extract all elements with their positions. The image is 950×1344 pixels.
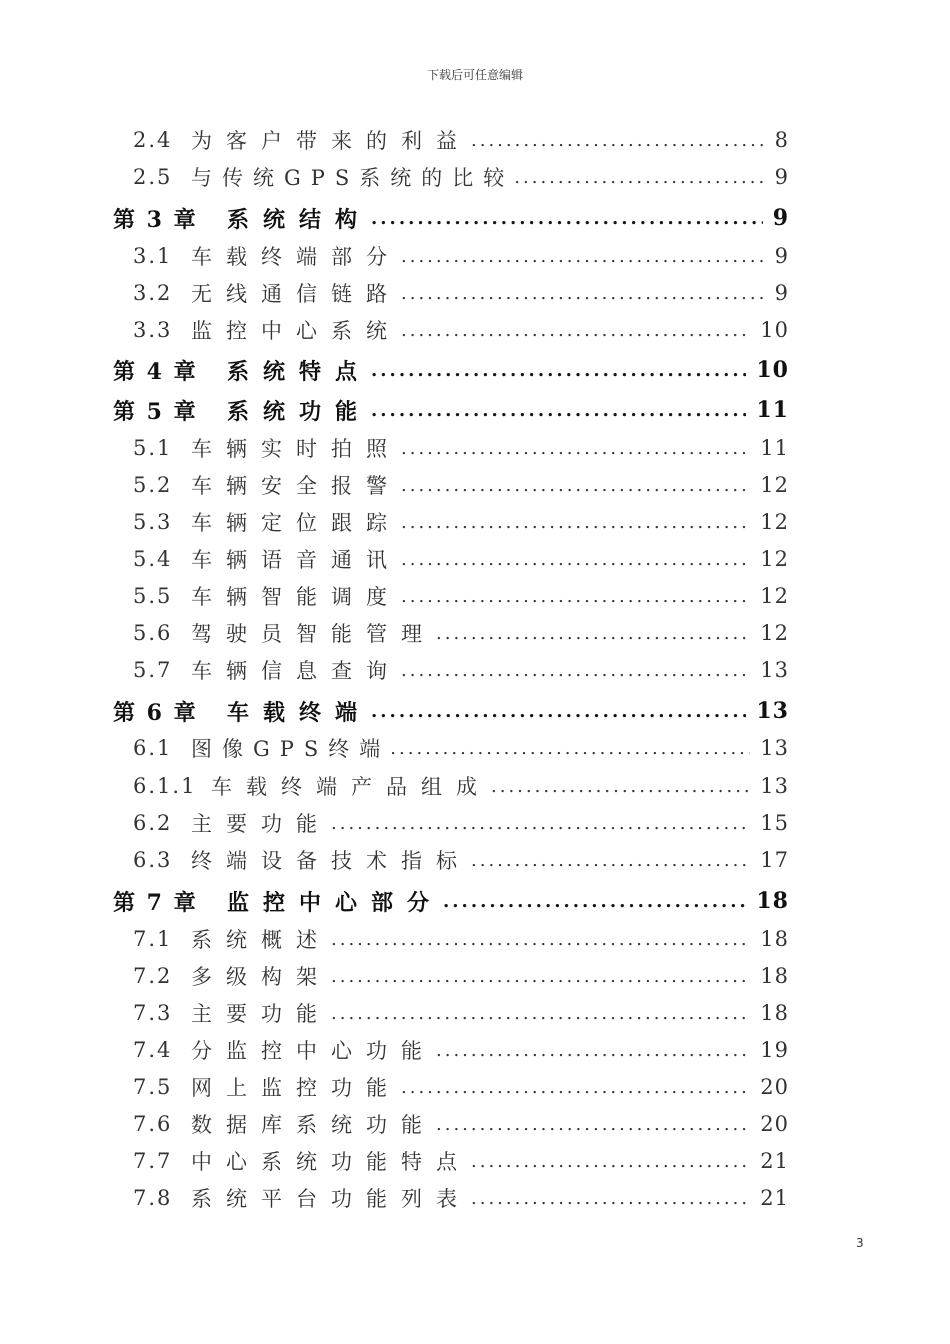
toc-entry-number: 5.4 [133,547,173,571]
table-of-contents [0,122,950,1222]
toc-leader-dots [390,738,750,759]
toc-leader-dots [443,891,746,912]
toc-entry[interactable] [133,312,789,348]
toc-chapter-page: 13 [756,698,789,724]
toc-entry-page: 20 [760,1112,789,1136]
toc-entry[interactable] [133,652,789,688]
toc-entry-number: 3.1 [133,244,173,268]
toc-entry-number: 5.7 [133,658,173,682]
toc-entry-title: 系统平台功能列表 [191,1187,471,1211]
toc-chapter-page: 11 [756,397,789,423]
toc-entry-page: 13 [760,658,789,682]
toc-entry-number: 7.1 [133,927,173,951]
toc-entry-title: 车辆语音通讯 [191,548,401,572]
toc-entry-number: 5.3 [133,510,173,534]
toc-leader-dots [401,283,765,304]
toc-entry-title: 分监控中心功能 [191,1039,436,1063]
toc-entry[interactable] [133,921,789,957]
toc-entry-page: 8 [774,128,789,152]
toc-leader-dots [331,966,750,987]
toc-entry-title: 与传统GPS系统的比较 [191,166,515,190]
toc-entry[interactable] [133,805,789,841]
toc-entry-number: 2.5 [133,165,173,189]
toc-entry-number: 7.7 [133,1149,173,1173]
toc-leader-dots [401,586,750,607]
toc-entry-number: 5.5 [133,584,173,608]
toc-entry-page: 15 [760,811,789,835]
toc-leader-dots [401,320,750,341]
toc-entry[interactable] [133,430,789,466]
toc-entry-page: 12 [760,473,789,497]
toc-chapter[interactable] [113,693,789,729]
toc-entry-number: 7.3 [133,1001,173,1025]
toc-entry-title: 为客户带来的利益 [191,129,471,153]
toc-entry-page: 12 [760,621,789,645]
toc-entry-title: 驾驶员智能管理 [191,622,436,646]
toc-entry-page: 19 [760,1038,789,1062]
toc-chapter-number: 第 5 章 [113,398,198,425]
toc-entry[interactable] [133,122,789,158]
toc-entry-number: 7.4 [133,1038,173,1062]
toc-entry[interactable] [133,995,789,1031]
toc-leader-dots [471,850,750,871]
toc-leader-dots [436,623,750,644]
toc-entry-title: 车辆智能调度 [191,585,401,609]
toc-entry-number: 7.8 [133,1186,173,1210]
toc-entry-page: 18 [760,1001,789,1025]
toc-entry-page: 18 [760,927,789,951]
toc-entry-page: 9 [774,165,789,189]
toc-entry-number: 7.2 [133,964,173,988]
toc-leader-dots [471,1188,750,1209]
toc-entry-page: 9 [774,281,789,305]
toc-entry[interactable] [133,958,789,994]
toc-entry-number: 3.2 [133,281,173,305]
toc-entry-page: 11 [760,436,789,460]
toc-entry[interactable] [133,578,789,614]
toc-entry-title: 数据库系统功能 [191,1113,436,1137]
toc-entry-title: 网上监控功能 [191,1076,401,1100]
toc-leader-dots [436,1040,750,1061]
toc-entry[interactable] [133,238,789,274]
toc-entry-title: 车载终端部分 [191,245,401,269]
toc-entry-page: 12 [760,510,789,534]
toc-entry-page: 10 [760,318,789,342]
toc-leader-dots [371,360,746,381]
toc-leader-dots [471,1151,750,1172]
toc-chapter-number: 第 7 章 [113,889,198,916]
toc-chapter-number: 第 3 章 [113,206,198,233]
toc-entry-title: 主要功能 [191,1002,331,1026]
toc-leader-dots [331,813,750,834]
toc-entry[interactable] [133,1032,789,1068]
toc-entry-page: 13 [760,774,789,798]
toc-entry-number: 3.3 [133,318,173,342]
toc-entry-number: 5.1 [133,436,173,460]
toc-leader-dots [331,929,750,950]
toc-chapter-title: 车载终端 [227,699,372,726]
toc-entry-page: 13 [760,736,789,760]
toc-entry[interactable] [133,768,789,804]
toc-leader-dots [401,512,750,533]
toc-entry-number: 7.6 [133,1112,173,1136]
toc-chapter[interactable] [113,883,789,919]
toc-entry-number: 6.3 [133,848,173,872]
toc-leader-dots [401,246,765,267]
toc-entry[interactable] [133,730,789,766]
toc-chapter-title: 系统特点 [227,358,372,385]
toc-chapter-title: 系统功能 [227,398,372,425]
toc-chapter-title: 监控中心部分 [227,889,444,916]
toc-entry-number: 6.2 [133,811,173,835]
toc-entry-title: 无线通信链路 [191,282,401,306]
toc-leader-dots [514,167,764,188]
toc-entry[interactable] [133,615,789,651]
toc-chapter-page: 18 [756,888,789,914]
toc-leader-dots [401,1077,750,1098]
toc-entry-number: 7.5 [133,1075,173,1099]
toc-chapter-number: 第 4 章 [113,358,198,385]
toc-entry[interactable] [133,842,789,878]
toc-chapter[interactable] [113,392,789,428]
toc-entry[interactable] [133,1143,789,1179]
toc-entry-title: 车辆实时拍照 [191,437,401,461]
toc-entry-title: 车载终端产品组成 [211,775,491,799]
toc-entry[interactable] [133,467,789,503]
toc-entry[interactable] [133,275,789,311]
toc-leader-dots [371,208,763,229]
toc-chapter[interactable] [113,352,789,388]
toc-entry-page: 12 [760,584,789,608]
page-header: 下载后可任意编辑 [426,68,523,82]
toc-entry-page: 21 [760,1149,789,1173]
toc-entry[interactable] [133,159,789,195]
toc-entry-page: 21 [760,1186,789,1210]
toc-leader-dots [471,130,765,151]
toc-entry-title: 车辆信息查询 [191,659,401,683]
toc-entry-page: 18 [760,964,789,988]
toc-entry-title: 系统概述 [191,928,331,952]
toc-leader-dots [401,475,750,496]
toc-chapter-page: 10 [756,357,789,383]
toc-entry-page: 12 [760,547,789,571]
toc-entry[interactable] [133,1180,789,1216]
toc-entry-title: 监控中心系统 [191,319,401,343]
toc-leader-dots [436,1114,750,1135]
toc-leader-dots [331,1003,750,1024]
toc-entry[interactable] [133,541,789,577]
toc-entry-title: 终端设备技术指标 [191,849,471,873]
toc-leader-dots [491,776,750,797]
toc-leader-dots [401,438,750,459]
toc-entry-title: 图像GPS终端 [191,737,391,761]
toc-entry-title: 车辆定位跟踪 [191,511,401,535]
toc-entry-title: 车辆安全报警 [191,474,401,498]
toc-entry-page: 17 [760,848,789,872]
toc-entry[interactable] [133,1106,789,1142]
toc-entry-number: 5.2 [133,473,173,497]
toc-chapter-title: 系统结构 [227,206,372,233]
toc-entry-number: 5.6 [133,621,173,645]
toc-leader-dots [371,701,746,722]
toc-leader-dots [401,660,750,681]
toc-entry[interactable] [133,504,789,540]
toc-entry-page: 9 [774,244,789,268]
toc-entry-number: 6.1.1 [133,774,197,798]
toc-entry-number: 6.1 [133,736,173,760]
toc-entry-number: 2.4 [133,128,173,152]
toc-entry[interactable] [133,1069,789,1105]
toc-entry-page: 20 [760,1075,789,1099]
toc-leader-dots [401,549,750,570]
toc-entry-title: 中心系统功能特点 [191,1150,471,1174]
page-number: 3 [856,1236,864,1250]
toc-leader-dots [371,400,746,421]
toc-chapter-page: 9 [772,205,789,231]
toc-entry-title: 主要功能 [191,812,331,836]
toc-chapter[interactable] [113,200,789,236]
toc-entry-title: 多级构架 [191,965,331,989]
toc-chapter-number: 第 6 章 [113,699,198,726]
